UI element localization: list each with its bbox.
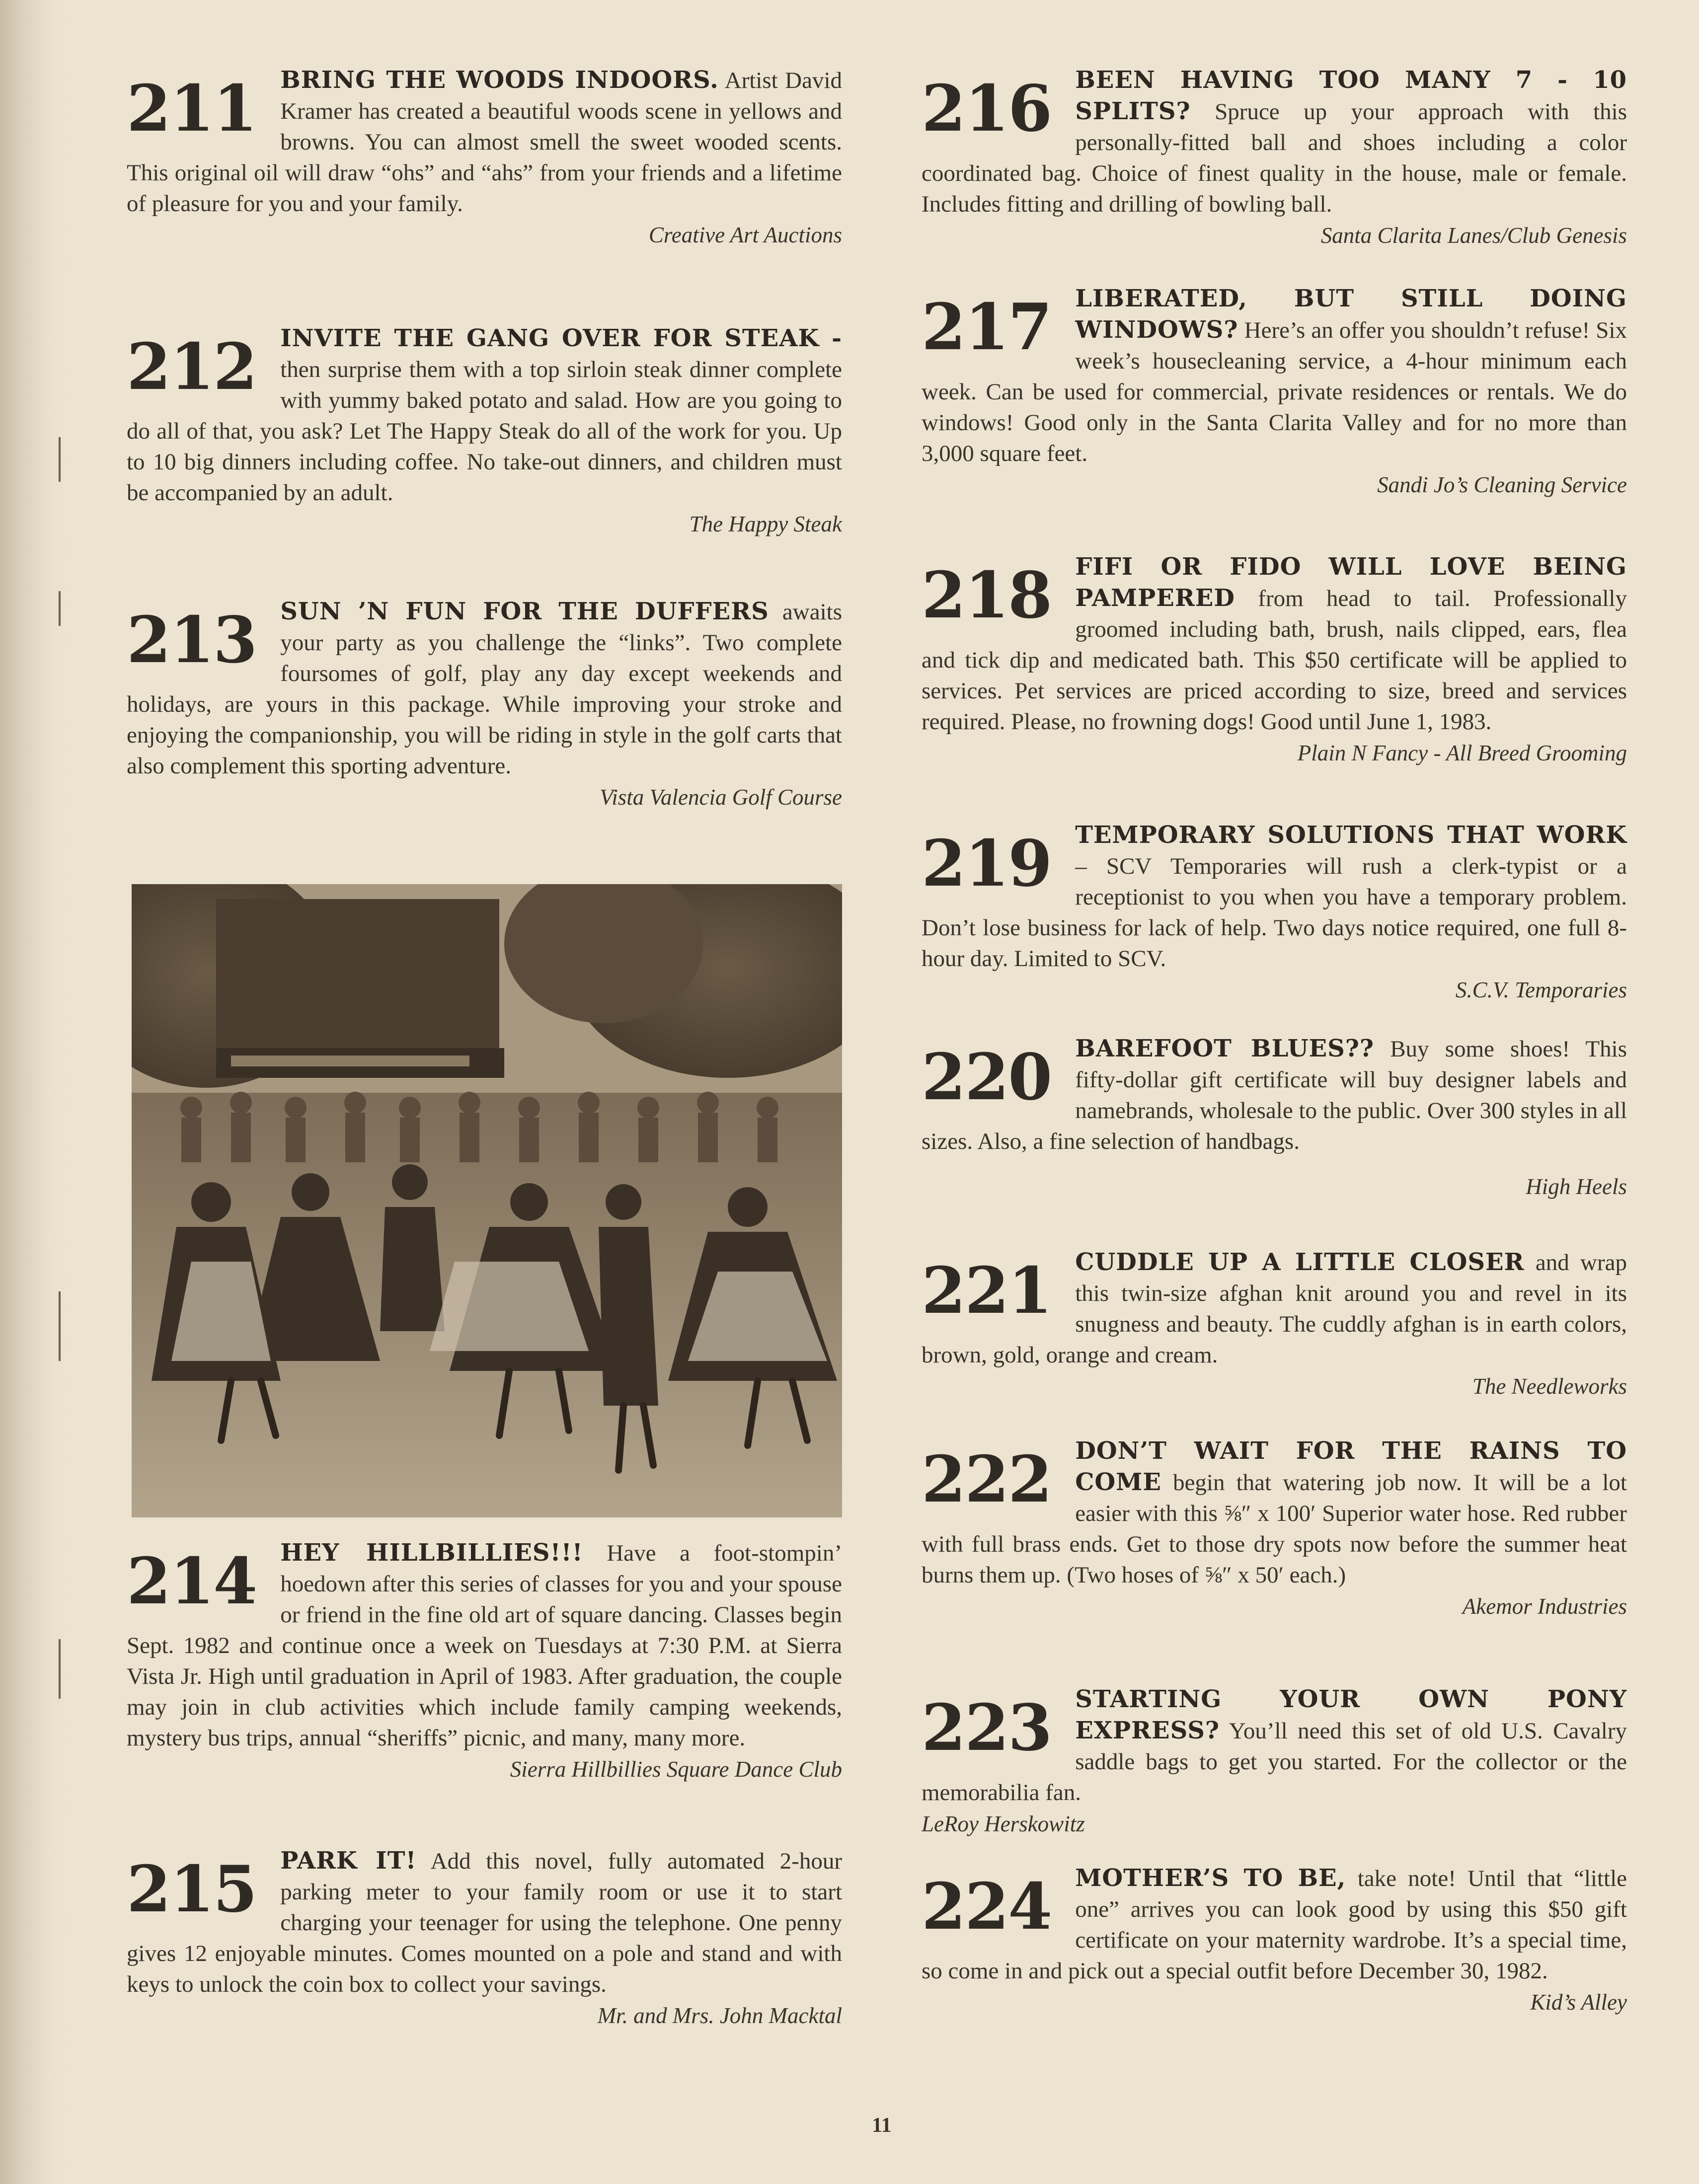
item-body: begin that watering job now. It will be a lot easier with this ⅝″ x 100′ Superior water hose. Red rubber with full brass ends. Get to those dry spots now before the summer heat burns them up. (Two hoses of ⅝″ x 50′ each.) <box>922 1470 1627 1588</box>
item-donor: Creative Art Auctions <box>648 223 842 247</box>
auction-item-220 <box>922 1033 1627 1222</box>
item-number: 216 <box>922 72 1052 146</box>
item-body: Add this novel, fully automated 2-hour parking meter to your family room or use it to start charging your teenager for using the telephone. One penny gives 12 enjoyable minutes. Comes mounted on a pole and stand and with keys to unlock the coin box to collect your savings. <box>127 1848 842 1997</box>
auction-item-217 <box>922 283 1627 522</box>
item-headline: LIBERATED, BUT STILL DOING WINDOWS? <box>1075 285 1627 344</box>
item-body: You’ll need this set of old U.S. Cavalry saddle bags to get you started. For the collector or the memorabilia fan. <box>922 1718 1627 1806</box>
auction-item-221 <box>922 1247 1627 1406</box>
item-number: 219 <box>922 827 1052 901</box>
auction-item-224 <box>922 1863 1627 2017</box>
binding-mark <box>59 591 61 626</box>
item-donor: Sandi Jo’s Cleaning Service <box>1377 472 1627 497</box>
item-number: 211 <box>127 72 257 146</box>
auction-item-215 <box>127 1845 842 2031</box>
item-donor: Mr. and Mrs. John Macktal <box>597 2003 842 2028</box>
binding-mark <box>59 1291 61 1361</box>
item-number: 223 <box>922 1691 1052 1765</box>
item-headline: SUN ’N FUN FOR THE DUFFERS <box>280 598 769 625</box>
item-number: 224 <box>922 1870 1052 1944</box>
item-donor: S.C.V. Temporaries <box>1455 978 1627 1002</box>
right-column <box>922 65 1627 2017</box>
auction-item-219 <box>922 820 1627 1003</box>
item-number: 217 <box>922 290 1052 365</box>
item-body: then surprise them with a top sirloin steak dinner complete with yummy baked potato and salad. How are you going to do all of that, you ask? Let The Happy Steak do all of the work for you. Up to 10 big dinners including coffee. No take-out dinners, and children must be accompanied by an adult. <box>127 357 842 506</box>
page-number: 11 <box>872 2114 892 2137</box>
auction-item-213 <box>127 596 842 834</box>
item-donor: The Needleworks <box>1472 1374 1627 1399</box>
item-donor: Plain N Fancy - All Breed Grooming <box>1297 741 1627 765</box>
left-column <box>127 65 842 2031</box>
item-donor: The Happy Steak <box>689 512 842 536</box>
item-number: 213 <box>127 603 257 678</box>
item-body: Artist David Kramer has created a beautiful woods scene in yellows and browns. You can almost smell the sweet wooded scents. This original oil will draw “ohs” and “ahs” from your friends and a lifetime of pleasure for you and your family. <box>127 68 842 217</box>
item-headline: INVITE THE GANG OVER FOR STEAK - <box>280 324 842 352</box>
item-body: take note! Until that “little one” arrives you can look good by using this $50 gift certificate on your maternity wardrobe. It’s a special time, so come in and pick out a special outfit before December 30, 1982. <box>922 1866 1627 1984</box>
item-donor: Akemor Industries <box>1462 1594 1627 1619</box>
item-donor: Santa Clarita Lanes/Club Genesis <box>1320 223 1627 248</box>
item-headline: STARTING YOUR OWN PONY EXPRESS? <box>1075 1685 1627 1744</box>
auction-item-218 <box>922 551 1627 790</box>
binding-mark <box>59 437 61 482</box>
binding-mark <box>59 1639 61 1699</box>
item-body: – SCV Temporaries will rush a clerk-typist or a receptionist to you when you have a temporary problem. Don’t lose business for lack of help. Two days notice required, one full 8-hour day. Limited to SCV. <box>922 853 1627 972</box>
item-number: 222 <box>922 1442 1052 1517</box>
item-number: 218 <box>922 558 1052 633</box>
auction-item-222 <box>922 1435 1627 1654</box>
item-body: awaits your party as you challenge the “links”. Two complete foursomes of golf, play any day except weekends and holidays, are yours in this package. While improving your stroke and enjoying the companionship, you will be riding in style in the golf carts that also complement this sporting adventure. <box>127 599 842 779</box>
auction-item-216 <box>922 65 1627 253</box>
item-body: from head to tail. Professionally groomed including bath, brush, nails clipped, ears, flea and tick dip and medicated bath. This $50 certificate will be applied to services. Pet services are priced according to size, breed and services required. Please, no frowning dogs! Good until June 1, 1983. <box>922 586 1627 735</box>
item-headline: BEEN HAVING TOO MANY 7 - 10 SPLITS? <box>1075 66 1627 125</box>
item-body: and wrap this twin-size afghan knit around you and revel in its snugness and beauty. The cuddly afghan is in earth colors, brown, gold, orange and cream. <box>922 1250 1627 1368</box>
item-headline: MOTHER’S TO BE, <box>1075 1864 1346 1892</box>
item-number: 215 <box>127 1852 257 1927</box>
auction-item-211 <box>127 65 842 283</box>
item-headline: DON’T WAIT FOR THE RAINS TO COME <box>1075 1437 1627 1496</box>
item-donor: High Heels <box>1526 1174 1627 1199</box>
binding-edge <box>0 0 67 2184</box>
auction-item-212 <box>127 323 842 556</box>
item-donor: Vista Valencia Golf Course <box>600 785 842 810</box>
item-number: 221 <box>922 1254 1052 1328</box>
item-donor: LeRoy Herskowitz <box>922 1811 1085 1836</box>
item-body: Buy some shoes! This fifty-dollar gift certificate will buy designer labels and namebrands, wholesale to the public. Over 300 styles in all sizes. Also, a fine selection of handbags. <box>922 1036 1627 1154</box>
item-headline: PARK IT! <box>280 1847 417 1875</box>
square-dance-photo <box>132 884 842 1517</box>
auction-item-223 <box>922 1684 1627 1843</box>
item-donor: Kid’s Alley <box>1530 1990 1627 2015</box>
item-headline: BAREFOOT BLUES?? <box>1075 1035 1375 1062</box>
item-headline: TEMPORARY SOLUTIONS THAT WORK <box>1075 821 1627 849</box>
item-number: 214 <box>127 1544 257 1619</box>
item-body: Have a foot-stompin’ hoedown after this series of classes for you and your spouse or friend in the fine old art of square dancing. Classes begin Sept. 1982 and continue once a week on Tuesdays at 7:30 P.M. at Sierra Vista Jr. High until graduation in April of 1983. After graduation, the couple may join in club activities which include family camping weekends, mystery bus trips, annual “sheriffs” picnic, and many, many more. <box>127 1540 843 1751</box>
item-body: Spruce up your approach with this personally-fitted ball and shoes including a color coordinated bag. Choice of finest quality in the house, male or female. Includes fitting and drilling of bowling ball. <box>922 99 1627 217</box>
item-headline: HEY HILLBILLIES!!! <box>280 1539 583 1567</box>
square-dance-illustration <box>132 884 842 1517</box>
item-number: 220 <box>922 1040 1052 1115</box>
item-headline: BRING THE WOODS INDOORS. <box>280 66 719 94</box>
item-headline: CUDDLE UP A LITTLE CLOSER <box>1075 1248 1525 1276</box>
item-donor: Sierra Hillbillies Square Dance Club <box>510 1757 842 1782</box>
item-number: 212 <box>127 330 257 404</box>
item-body: Here’s an offer you shouldn’t refuse! Six week’s housecleaning service, a 4-hour minimum each week. Can be used for commercial, private residences or rentals. We do windows! Good only in the Santa Clarita Valley and for no more than 3,000 square feet. <box>922 317 1627 466</box>
auction-item-214 <box>127 1537 842 1815</box>
item-headline: FIFI OR FIDO WILL LOVE BEING PAMPERED <box>1075 553 1627 612</box>
